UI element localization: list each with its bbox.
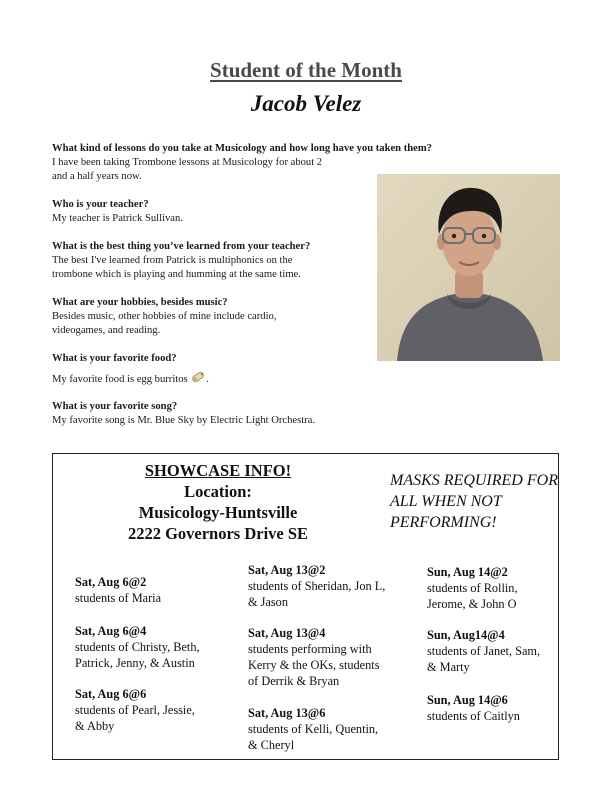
slot-students: students of Caitlyn (427, 709, 520, 723)
masks-notice: MASKS REQUIRED FOR ALL WHEN NOT PERFORMING! (390, 472, 558, 531)
page-title: Student of the Month (210, 58, 402, 82)
answer-text: I have been taking Trombone lessons at Musicology for about 2 and a half years now. (52, 157, 323, 182)
showcase-slot (427, 564, 557, 612)
burrito-icon (190, 370, 206, 389)
answer-suffix: . (206, 373, 209, 385)
slot-students: students of Rollin, Jerome, & John O (427, 581, 518, 611)
answer-text: My favorite food is egg burritos (52, 373, 188, 385)
showcase-slot (248, 705, 413, 753)
showcase-slot (427, 627, 557, 675)
question-text: What is the best thing you’ve learned from your teacher? (52, 241, 311, 252)
slot-date: Sun, Aug14@4 (427, 628, 505, 642)
question-text: What is your favorite food? (52, 353, 177, 364)
qa-hobbies (52, 296, 382, 338)
showcase-slot (248, 625, 413, 689)
slot-date: Sat, Aug 13@2 (248, 563, 326, 577)
slot-date: Sat, Aug 13@6 (248, 706, 326, 720)
slot-students: students of Pearl, Jessie, & Abby (75, 703, 195, 733)
question-text: Who is your teacher? (52, 199, 149, 210)
slot-students: students of Maria (75, 591, 162, 605)
question-text: What are your hobbies, besides music? (52, 297, 228, 308)
answer-text: My favorite song is Mr. Blue Sky by Electric Light Orchestra. (52, 415, 316, 426)
slot-students: students of Janet, Sam, & Marty (427, 644, 541, 674)
question-text: What is your favorite song? (52, 401, 178, 412)
qa-food (52, 352, 382, 389)
showcase-slot (427, 692, 557, 724)
venue-address: 2222 Governors Drive SE (127, 524, 309, 543)
student-photo (377, 174, 560, 361)
slot-date: Sun, Aug 14@6 (427, 693, 508, 707)
showcase-slot (75, 574, 240, 606)
showcase-slot (75, 686, 240, 734)
slot-students: students of Kelli, Quentin, & Cheryl (248, 722, 379, 752)
showcase-info-box (52, 453, 559, 760)
slot-date: Sat, Aug 13@4 (248, 626, 326, 640)
answer-text: Besides music, other hobbies of mine include cardio, videogames, and reading. (52, 311, 277, 336)
question-text: What kind of lessons do you take at Musicology and how long have you taken them? (52, 143, 432, 154)
slot-students: students of Sheridan, Jon L, & Jason (248, 579, 386, 609)
qa-teacher (52, 198, 382, 226)
showcase-heading: SHOWCASE INFO! (144, 461, 292, 480)
slot-date: Sat, Aug 6@6 (75, 687, 147, 701)
slot-students: students of Christy, Beth, Patrick, Jenny, & Austin (75, 640, 200, 670)
showcase-slot (75, 623, 240, 671)
location-label: Location: (184, 482, 252, 501)
showcase-heading-block (53, 460, 383, 544)
answer-text: The best I've learned from Patrick is multiphonics on the trombone which is playing and humming at the same time. (52, 255, 301, 280)
qa-lessons (52, 142, 432, 184)
slot-students: students performing with Kerry & the OKs, students of Derrik & Bryan (248, 642, 380, 688)
qa-song (52, 400, 382, 428)
qa-best-thing (52, 240, 382, 282)
answer-text: My teacher is Patrick Sullivan. (52, 213, 183, 224)
student-name: Jacob Velez (250, 91, 362, 116)
slot-date: Sun, Aug 14@2 (427, 565, 508, 579)
slot-date: Sat, Aug 6@2 (75, 575, 147, 589)
venue-name: Musicology-Huntsville (138, 503, 298, 522)
slot-date: Sat, Aug 6@4 (75, 624, 147, 638)
showcase-slot (248, 562, 413, 610)
